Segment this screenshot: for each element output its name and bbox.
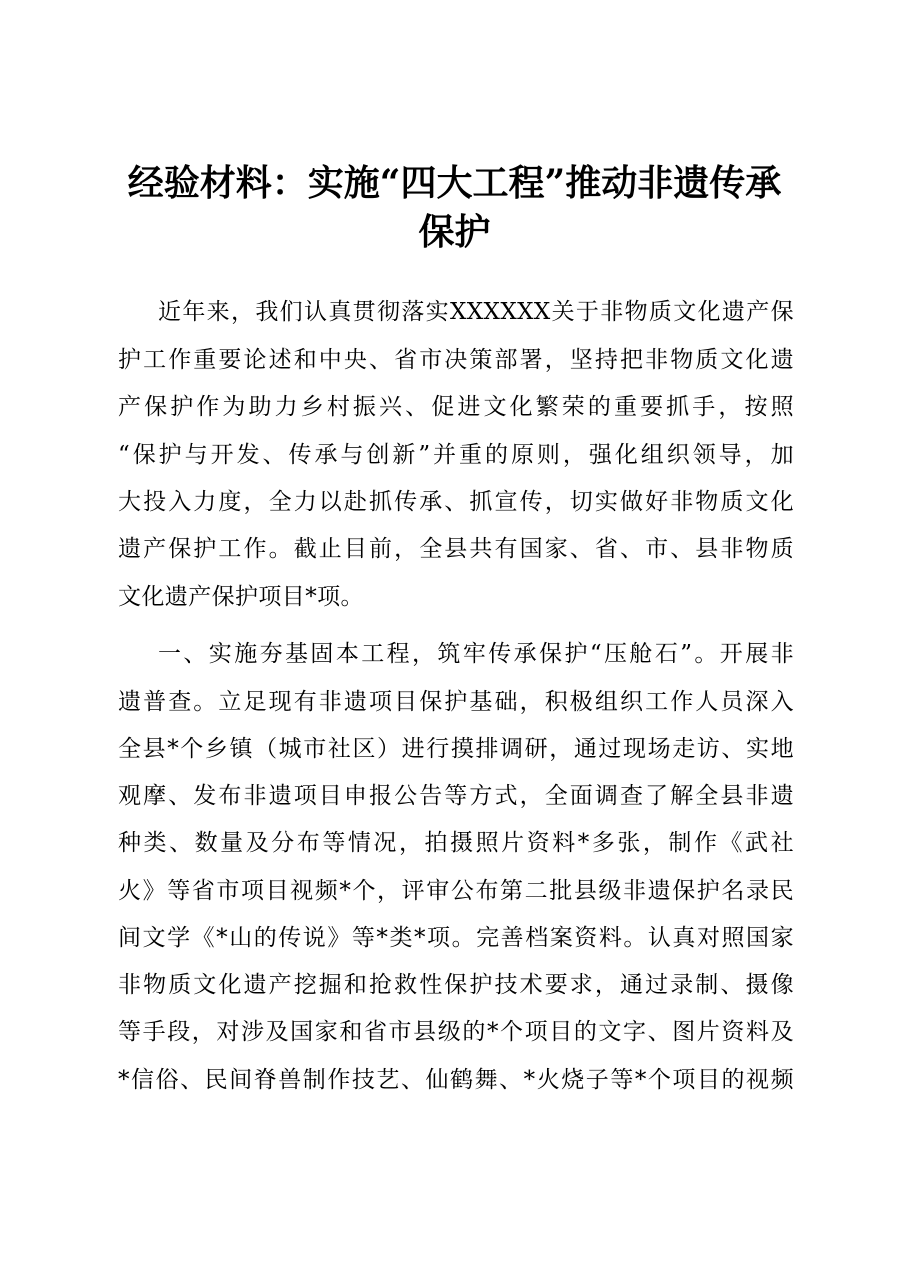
- document-title-line-1: 经验材料：实施“四大工程”推动非遗传承: [127, 162, 782, 204]
- document-title-line-2: 保护: [418, 211, 491, 253]
- paragraph-2-line-8: 非物质文化遗产挖掘和抢救性保护技术要求，通过录制、摄像: [118, 972, 794, 998]
- paragraph-1-line-6: 遗产保护工作。截止目前，全县共有国家、省、市、县非物质: [118, 536, 794, 562]
- paragraph-1-line-4: “保护与开发、传承与创新”并重的原则，强化组织领导，加: [118, 442, 794, 468]
- paragraph-2-line-3: 全县*个乡镇（城市社区）进行摸排调研，通过现场走访、实地: [118, 736, 794, 762]
- paragraph-2-line-2: 遗普查。立足现有非遗项目保护基础，积极组织工作人员深入: [118, 689, 794, 715]
- paragraph-2-line-9: 等手段，对涉及国家和省市县级的*个项目的文字、图片资料及: [118, 1019, 794, 1045]
- paragraph-2-line-6: 火》等省市项目视频*个，评审公布第二批县级非遗保护名录民: [118, 878, 794, 904]
- paragraph-1-line-3: 产保护作为助力乡村振兴、促进文化繁荣的重要抓手，按照: [118, 394, 794, 420]
- paragraph-2-line-4: 观摩、发布非遗项目申报公告等方式，全面调查了解全县非遗: [118, 783, 794, 809]
- paragraph-2-line-10: *信俗、民间脊兽制作技艺、仙鹤舞、*火烧子等*个项目的视频: [118, 1067, 794, 1093]
- paragraph-1-line-7: 文化遗产保护项目*项。: [118, 584, 364, 610]
- paragraph-2-line-5: 种类、数量及分布等情况，拍摄照片资料*多张，制作《武社: [118, 830, 794, 856]
- paragraph-2-line-7: 间文学《*山的传说》等*类*项。完善档案资料。认真对照国家: [118, 925, 794, 951]
- paragraph-1-line-5: 大投入力度，全力以赴抓传承、抓宣传，切实做好非物质文化: [118, 489, 794, 515]
- paragraph-1-line-2: 护工作重要论述和中央、省市决策部署，坚持把非物质文化遗: [118, 347, 794, 373]
- paragraph-2-line-1: 一、实施夯基固本工程，筑牢传承保护“压舱石”。开展非: [158, 641, 794, 667]
- paragraph-1-line-1: 近年来，我们认真贯彻落实XXXXXX关于非物质文化遗产保: [158, 299, 794, 325]
